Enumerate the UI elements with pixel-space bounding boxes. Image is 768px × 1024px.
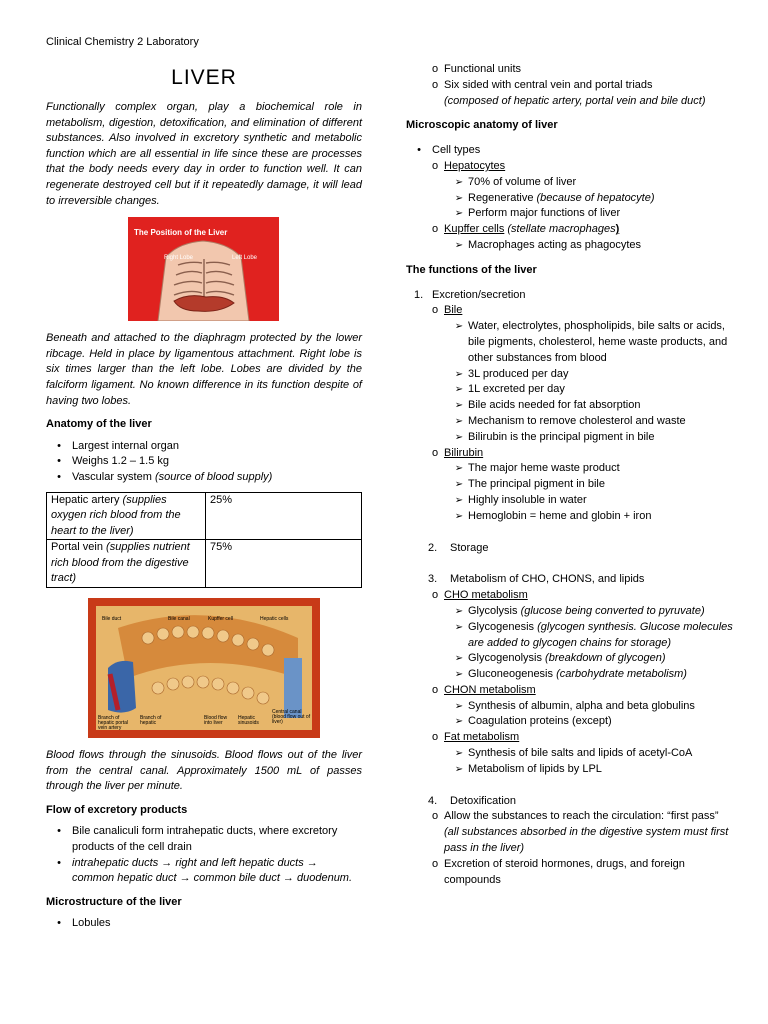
arrow-bullet-icon: ➢ — [454, 239, 464, 251]
arrow-bullet-icon: ➢ — [454, 605, 464, 617]
list-item: o Hepatocytes — [426, 159, 736, 175]
chon-list — [450, 699, 736, 731]
arrow-bullet-icon: ➢ — [454, 321, 464, 333]
circle-bullet-icon: o — [431, 78, 439, 91]
list-item: ➢ Glycogenesis (glycogen synthesis. Glucose molecules are added to glycogen chains for storage) — [450, 620, 736, 652]
number-marker: 2. — [428, 541, 438, 554]
arrow-bullet-icon: ➢ — [454, 621, 464, 633]
detox-list — [426, 809, 736, 888]
microscopic-heading: Microscopic anatomy of liver — [406, 119, 558, 132]
bullet-icon: • — [57, 439, 61, 452]
figure-label: Blood flow into liver — [204, 715, 228, 727]
bilirubin-list — [450, 461, 736, 524]
figure-label: Hepatic cells — [260, 616, 289, 623]
bilirubin-sublist — [426, 446, 736, 462]
list-item: ➢ Perform major functions of liver — [450, 206, 736, 222]
bile-list — [450, 319, 736, 445]
list-item: • Weighs 1.2 – 1.5 kg — [46, 454, 362, 470]
circle-bullet-icon: o — [431, 159, 439, 172]
list-item: ➢ Macrophages acting as phagocytes — [450, 238, 736, 254]
bile-sublist — [426, 303, 736, 319]
function-item-2: 2. Storage — [428, 541, 736, 557]
right-column — [406, 62, 736, 888]
arrow-bullet-icon: ➢ — [454, 763, 464, 775]
list-item: ➢ Synthesis of albumin, alpha and beta globulins — [450, 699, 736, 715]
left-column — [46, 64, 362, 932]
arrow-bullet-icon: ➢ — [454, 400, 464, 412]
list-item: o Bile — [426, 303, 736, 319]
fat-sublist — [426, 730, 736, 746]
arrow-bullet-icon: ➢ — [454, 510, 464, 522]
figure-label: Bile canal — [168, 616, 190, 623]
list-item: • Vascular system (source of blood supply) — [46, 470, 362, 486]
sinusoid-figure — [88, 598, 320, 738]
figure-label: Kupffer cell — [208, 616, 233, 623]
list-item: ➢ Water, electrolytes, phospholipids, bile salts or acids, bile pigments, cholesterol, heme waste products, and other substances from blood — [450, 319, 736, 366]
arrow-bullet-icon: ➢ — [454, 431, 464, 443]
circle-bullet-icon: o — [431, 304, 439, 317]
figure-label: Hepatic sinusoids — [238, 715, 259, 727]
list-item: ➢ Glycogenolysis (breakdown of glycogen) — [450, 651, 736, 667]
list-item: o Kupffer cells (stellate macrophages) — [426, 222, 736, 238]
figure-label: Branch of hepatic portal vein artery — [98, 715, 129, 732]
circle-bullet-icon: o — [431, 857, 439, 870]
list-item: ➢ Bile acids needed for fat absorption — [450, 398, 736, 414]
anatomy-heading: Anatomy of the liver — [46, 418, 152, 431]
list-item: ➢ Glycolysis (glucose being converted to pyruvate) — [450, 604, 736, 620]
list-item: o Six sided with central vein and portal triads (composed of hepatic artery, portal vein and bile duct) — [426, 78, 736, 110]
circle-bullet-icon: o — [431, 731, 439, 744]
flow-heading: Flow of excretory products — [46, 803, 188, 816]
liver-position-figure — [128, 217, 279, 321]
hepatocyte-list — [450, 175, 736, 222]
arrow-bullet-icon: ➢ — [454, 494, 464, 506]
circle-bullet-icon: o — [431, 446, 439, 459]
figure-label: Bile duct — [102, 616, 122, 623]
list-item: • intrahepatic ducts → right and left hepatic ducts → common hepatic duct → common bile duct → duodenum. — [46, 856, 362, 887]
list-item: ➢ The major heme waste product — [450, 461, 736, 477]
list-item: o CHO metabolism — [426, 588, 736, 604]
blood-flow-paragraph: Blood flows through the sinusoids. Blood flows out of the liver from the central canal. Approximately 1500 mL of passes through the liver per minute. — [46, 749, 362, 793]
arrow-bullet-icon: ➢ — [454, 716, 464, 728]
figure-label: Branch of hepatic — [140, 715, 162, 727]
list-item: ➢ 3L produced per day — [450, 367, 736, 383]
list-item: o Allow the substances to reach the circulation: “first pass” (all substances absorbed in the digestive system must first pass in the liver) — [426, 809, 736, 856]
arrow-bullet-icon: ➢ — [454, 479, 464, 491]
bullet-icon: • — [57, 825, 61, 838]
arrow-bullet-icon: ➢ — [454, 368, 464, 380]
bullet-icon: • — [57, 455, 61, 468]
arrow-bullet-icon: ➢ — [454, 700, 464, 712]
list-item: o CHON metabolism — [426, 683, 736, 699]
intro-paragraph: Functionally complex organ, play a biochemical role in metabolism, digestion, detoxification, and elimination of different substances. Also involved in excretory synthetic and metabolic function which are all essential in life since these are processes that the body needs every day in order to function well. It can regenerate destroyed cell but if it repeatedly damage, it will lead to irreversible changes. — [46, 101, 362, 207]
microstructure-list — [46, 916, 362, 932]
flow-list — [46, 824, 362, 886]
anatomy-list — [46, 439, 362, 486]
page-title: LIVER — [171, 66, 237, 89]
arrow-bullet-icon: ➢ — [454, 463, 464, 475]
cho-list — [450, 604, 736, 683]
number-marker: 1. — [414, 288, 424, 301]
circle-bullet-icon: o — [431, 683, 439, 696]
blood-supply-table — [46, 492, 362, 589]
fat-list — [450, 746, 736, 778]
number-marker: 3. — [428, 573, 438, 586]
circle-bullet-icon: o — [431, 589, 439, 602]
list-item: ➢ The principal pigment in bile — [450, 477, 736, 493]
list-item: • Largest internal organ — [46, 439, 362, 455]
list-item: ➢ Mechanism to remove cholesterol and waste — [450, 414, 736, 430]
list-item: • Bile canaliculi form intrahepatic ducts, where excretory products of the cell drain — [46, 824, 362, 855]
circle-bullet-icon: o — [431, 810, 439, 823]
table-cell: Portal vein (supplies nutrient rich blood from the digestive tract) — [47, 540, 206, 588]
list-item: ➢ Hemoglobin = heme and globin + iron — [450, 509, 736, 525]
list-item: o Bilirubin — [426, 446, 736, 462]
left-lobe-label: Left Lobe — [232, 255, 258, 262]
lobule-details — [426, 62, 736, 109]
list-item: o Functional units — [426, 62, 736, 78]
list-item: ➢ 1L excreted per day — [450, 382, 736, 398]
arrow-bullet-icon: ➢ — [454, 748, 464, 760]
arrow-bullet-icon: ➢ — [454, 208, 464, 220]
bullet-icon: • — [57, 856, 61, 869]
figure-title: The Position of the Liver — [134, 228, 228, 238]
list-item: • Cell types — [406, 143, 736, 159]
function-item-3: 3. Metabolism of CHO, CHONS, and lipids — [428, 572, 736, 588]
figure-label: Central canal (blood flow out of liver) — [272, 709, 311, 726]
list-item: ➢ 70% of volume of liver — [450, 175, 736, 191]
table-row — [47, 492, 362, 540]
arrow-bullet-icon: ➢ — [454, 192, 464, 204]
microstructure-heading: Microstructure of the liver — [46, 895, 182, 908]
number-marker: 4. — [428, 794, 438, 807]
list-item: o Excretion of steroid hormones, drugs, and foreign compounds — [426, 857, 736, 889]
bullet-icon: • — [57, 917, 61, 930]
table-cell: 75% — [206, 540, 362, 588]
function-item-1: 1. Excretion/secretion — [414, 288, 736, 304]
list-item: ➢ Gluconeogenesis (carbohydrate metabolism) — [450, 667, 736, 683]
cell-types-sublist — [426, 159, 736, 175]
table-row — [47, 540, 362, 588]
bullet-icon: • — [57, 470, 61, 483]
right-lobe-label: Right Lobe — [164, 255, 194, 262]
arrow-bullet-icon: ➢ — [454, 176, 464, 188]
cell-types-list — [406, 143, 736, 159]
list-item: ➢ Bilirubin is the principal pigment in bile — [450, 430, 736, 446]
chest-illustration — [128, 217, 279, 321]
function-item-4: 4. Detoxification — [428, 794, 736, 810]
list-item: • Lobules — [46, 916, 362, 932]
arrow-bullet-icon: ➢ — [454, 415, 464, 427]
document-header: Clinical Chemistry 2 Laboratory — [46, 36, 199, 48]
list-item: ➢ Highly insoluble in water — [450, 493, 736, 509]
functions-heading: The functions of the liver — [406, 263, 537, 276]
arrow-bullet-icon: ➢ — [454, 653, 464, 665]
position-paragraph: Beneath and attached to the diaphragm protected by the lower ribcage. Held in place by ligamentous attachment. Right lobe is six times larger than the left lobe. Lobes are divided by the falciform ligament. No known difference in its function despite of having two lobes. — [46, 332, 362, 407]
kupffer-list — [450, 238, 736, 254]
list-item: ➢ Metabolism of lipids by LPL — [450, 762, 736, 778]
circle-bullet-icon: o — [431, 223, 439, 236]
circle-bullet-icon: o — [431, 63, 439, 75]
table-cell: 25% — [206, 492, 362, 540]
table-cell: Hepatic artery (supplies oxygen rich blood from the heart to the liver) — [47, 492, 206, 540]
list-item: o Fat metabolism — [426, 730, 736, 746]
arrow-bullet-icon: ➢ — [454, 384, 464, 396]
bullet-icon: • — [417, 144, 421, 157]
kupffer-sublist — [426, 222, 736, 238]
arrow-bullet-icon: ➢ — [454, 669, 464, 681]
list-item: ➢ Coagulation proteins (except) — [450, 714, 736, 730]
list-item: ➢ Synthesis of bile salts and lipids of acetyl-CoA — [450, 746, 736, 762]
cho-sublist — [426, 588, 736, 604]
list-item: ➢ Regenerative (because of hepatocyte) — [450, 191, 736, 207]
chon-sublist — [426, 683, 736, 699]
